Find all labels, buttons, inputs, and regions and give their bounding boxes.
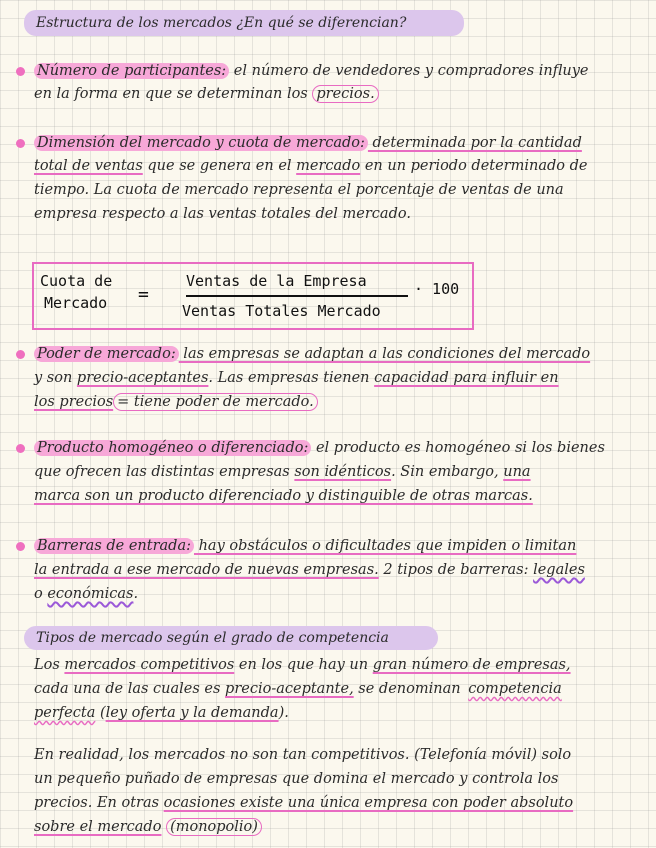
s4-term: Producto homogéneo o diferenciado: [34, 440, 311, 456]
s4-line1 [34, 438, 605, 458]
s6-line1 [34, 655, 571, 675]
s1-precios: precios. [312, 85, 378, 103]
s5-l3-a: o [34, 586, 48, 602]
s3-line2 [34, 368, 559, 388]
s6-l2-a: cada una de las cuales es [34, 681, 226, 697]
s6-precio-aceptante: precio-aceptante, [225, 681, 354, 697]
s6-l1-c: en los que hay un [234, 657, 373, 673]
s6-mercados-competitivos: mercados competitivos [64, 657, 235, 673]
s5-l3-c: . [133, 586, 139, 602]
s6-line2 [34, 679, 565, 699]
s4-una: una [503, 464, 531, 480]
s2-line3 [34, 180, 564, 200]
s7-line4 [34, 817, 262, 837]
s2-line4 [34, 204, 411, 224]
s6-line3 [34, 703, 289, 723]
s3-term: Poder de mercado: [34, 346, 179, 362]
s2-l2-d: en un periodo determinado de [360, 158, 588, 174]
s6-l2-c: se denominan [353, 681, 466, 697]
s1-l1-rest: el número de vendedores y compradores influye [229, 63, 589, 79]
s5-economicas: económicas [47, 586, 134, 602]
s4-son-identicos: son idénticos [294, 464, 392, 480]
s4-l2-a: que ofrecen las distintas empresas [34, 464, 295, 480]
formula-multiplier: · 100 [414, 280, 460, 298]
s3-tiene-poder: = tiene poder de mercado. [113, 393, 318, 411]
s6-heading-text: Tipos de mercado según el grado de competencia [36, 630, 389, 646]
s4-line3 [34, 486, 533, 506]
s1-term: Número de participantes: [34, 63, 229, 79]
formula-fraction-line [186, 295, 408, 297]
s3-l2-c: . Las empresas tienen [208, 370, 375, 386]
s7-monopolio: (monopolio) [166, 818, 262, 836]
s7-line2 [34, 769, 558, 789]
s2-line1 [34, 133, 582, 153]
s3-line1 [34, 344, 590, 364]
formula-denominator: Ventas Totales Mercado [182, 302, 381, 320]
s3-precio-aceptantes: precio-aceptantes [76, 370, 209, 386]
s7-l3-a: precios. En otras [34, 795, 164, 811]
s1-line2 [34, 84, 379, 104]
s3-l1-rest: las empresas se adaptan a las condiciones del mercado [178, 346, 591, 362]
s5-l2-b: 2 tipos de barreras: [378, 562, 534, 578]
s3-los-precios: los precios [34, 394, 114, 410]
s6-competencia: competencia [468, 681, 562, 697]
s1-l2-a: en la forma en que se determinan los [34, 86, 313, 102]
s3-capacidad: capacidad para influir en [374, 370, 559, 386]
s4-line2 [34, 462, 531, 482]
formula-numerator: Ventas de la Empresa [186, 272, 367, 290]
s2-line2 [34, 156, 587, 176]
s5-l2-a: la entrada a ese mercado de nuevas empresas. [34, 562, 379, 578]
bullet-4 [16, 444, 25, 453]
s6-heading [36, 628, 389, 648]
s2-l2-c: mercado [296, 158, 361, 174]
s2-l4: empresa respecto a las ventas totales del mercado. [34, 206, 411, 222]
s7-l2: un pequeño puñado de empresas que domina el mercado y controla los [34, 771, 559, 787]
s7-l1: En realidad, los mercados no son tan competitivos. (Telefonía móvil) solo [34, 747, 572, 763]
s2-l2-a: total de ventas [34, 158, 143, 174]
s5-line2 [34, 560, 585, 580]
s6-ley-oferta: ley oferta y la demanda [105, 705, 279, 721]
s7-sobre-el-mercado: sobre el mercado [34, 819, 162, 835]
bullet-5 [16, 542, 25, 551]
s7-line3 [34, 793, 573, 813]
page-title-text: Estructura de los mercados ¿En qué se diferencian? [36, 15, 407, 31]
s6-perfecta: perfecta [34, 705, 96, 721]
page-title [36, 13, 406, 33]
s4-l3: marca son un producto diferenciado y distinguible de otras marcas. [34, 488, 533, 504]
bullet-3 [16, 350, 25, 359]
s2-l2-b: que se genera en el [142, 158, 297, 174]
s6-l3-d: ). [278, 705, 289, 721]
s6-l1-a: Los [34, 657, 65, 673]
formula-lhs-2: Mercado [44, 294, 108, 312]
s5-line1 [34, 536, 576, 556]
formula-lhs-1: Cuota de [40, 272, 113, 290]
s2-term: Dimensión del mercado y cuota de mercado: [34, 135, 368, 151]
s5-term: Barreras de entrada: [34, 538, 194, 554]
s3-line3 [34, 392, 318, 412]
s7-line1 [34, 745, 571, 765]
s5-legales: legales [533, 562, 585, 578]
s6-gran-numero: gran número de empresas, [372, 657, 571, 673]
s2-l1-rest: determinada por la cantidad [367, 135, 582, 151]
s1-line1 [34, 61, 589, 81]
s4-l1-rest: el producto es homogéneo si los bienes [311, 440, 605, 456]
s7-unica-empresa: ocasiones existe una única empresa con poder absoluto [163, 795, 574, 811]
formula-equals: = [138, 284, 149, 305]
s6-l3-b: ( [95, 705, 106, 721]
bullet-1 [16, 67, 25, 76]
s5-l1-rest: hay obstáculos o dificultades que impiden o limitan [193, 538, 577, 554]
s5-line3 [34, 584, 138, 604]
bullet-2 [16, 139, 25, 148]
formula-box [32, 262, 474, 330]
s4-l2-c: . Sin embargo, [391, 464, 504, 480]
s3-l2-a: y son [34, 370, 77, 386]
s2-l3: tiempo. La cuota de mercado representa el porcentaje de ventas de una [34, 182, 564, 198]
